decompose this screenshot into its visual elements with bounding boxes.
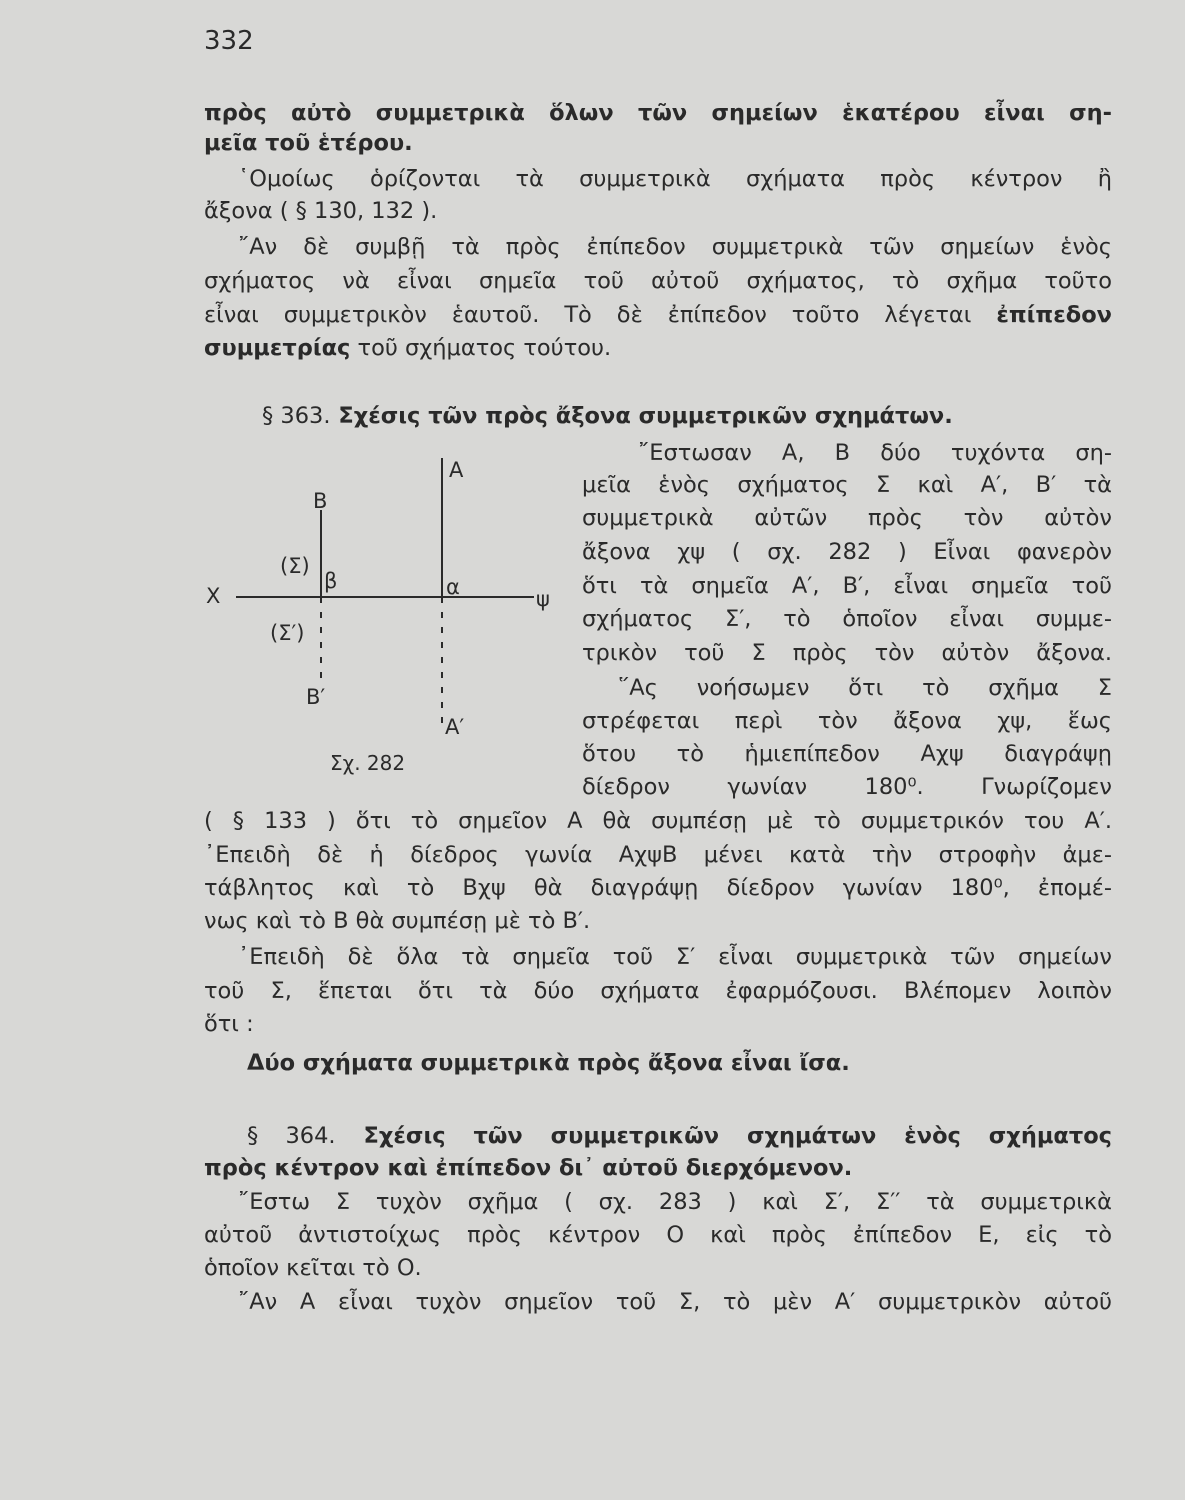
text-run: τοῦ σχήματος τούτου. (350, 335, 612, 361)
section-number: § 363. (262, 403, 331, 429)
text-line: σχήματος νὰ εἶναι σημεῖα τοῦ αὐτοῦ σχήματος, τὸ σχῆμα τοῦτο (204, 268, 1112, 294)
term-symmetry: συμμετρίας (204, 335, 351, 361)
label-beta: β (324, 569, 338, 593)
label-a-prime: A′ (445, 715, 465, 739)
text-line: ὅτου τὸ ἡμιεπίπεδον Αχψ διαγράψῃ (582, 741, 1112, 767)
text-line: ῾Ομοίως ὁρίζονται τὰ συμμετρικὰ σχήματα πρὸς κέντρον ἢ (238, 166, 1112, 192)
text-line: ᾿Επειδὴ δὲ ἡ δίεδρος γωνία ΑχψΒ μένει κατὰ τὴν στροφὴν ἀμε- (204, 842, 1112, 868)
figure-caption: Σχ. 282 (330, 751, 406, 775)
text-line (204, 333, 1112, 363)
text-line: ἄξονα ( § 130, 132 ). (204, 198, 438, 224)
text-line: ῎Εστω Σ τυχὸν σχῆμα ( σχ. 283 ) καὶ Σ′, Σ′′ τὰ συμμετρικὰ (238, 1189, 1112, 1215)
label-x: X (206, 584, 221, 608)
text-line: ἄξονα χψ ( σχ. 282 ) Εἶναι φανερὸν (582, 539, 1112, 565)
text-line: σχήματος Σ′, τὸ ὁποῖον εἶναι συμμε- (582, 606, 1112, 632)
text-line: αὐτοῦ ἀντιστοίχως πρὸς κέντρον Ο καὶ πρὸς ἐπίπεδον Ε, εἰς τὸ (204, 1222, 1112, 1248)
section-363-heading (262, 401, 1082, 431)
figure-282 (200, 448, 560, 788)
label-b: B (313, 489, 328, 513)
label-b-prime: B′ (306, 685, 326, 709)
label-alpha: α (446, 575, 460, 599)
section-364-heading (247, 1121, 1112, 1151)
text-line: ( § 133 ) ὅτι τὸ σημεῖον Α θὰ συμπέσῃ μὲ τὸ συμμετρικόν του Α′. (204, 808, 1112, 834)
page-number: 332 (204, 26, 254, 56)
text-line: ᾿Επειδὴ δὲ ὅλα τὰ σημεῖα τοῦ Σ′ εἶναι συμμετρικὰ τῶν σημείων (238, 944, 1112, 970)
text-line: μεῖα τοῦ ἑτέρου. (204, 130, 413, 156)
label-a: A (449, 458, 464, 482)
text-line: δίεδρον γωνίαν 180⁰. Γνωρίζομεν (582, 774, 1112, 800)
text-line: ῎Αν Α εἶναι τυχὸν σημεῖον τοῦ Σ, τὸ μὲν Α′ συμμετρικὸν αὐτοῦ (238, 1289, 1112, 1315)
text-line: τοῦ Σ, ἕπεται ὅτι τὰ δύο σχήματα ἐφαρμόζουσι. Βλέπομεν λοιπὸν (204, 978, 1112, 1004)
theorem-statement: Δύο σχήματα συμμετρικὰ πρὸς ἄξονα εἶναι ἴσα. (247, 1050, 850, 1076)
text-line: ὅτι τὰ σημεῖα Α′, Β′, εἶναι σημεῖα τοῦ (582, 573, 1112, 599)
text-line: συμμετρικὰ αὐτῶν πρὸς τὸν αὐτὸν (582, 505, 1112, 531)
section-title-continued: πρὸς κέντρον καὶ ἐπίπεδον δι᾿ αὐτοῦ διερχόμενον. (204, 1155, 853, 1181)
label-psi: ψ (536, 587, 550, 611)
text-line: τρικὸν τοῦ Σ πρὸς τὸν αὐτὸν ἄξονα. (582, 640, 1112, 666)
text-line: νως καὶ τὸ Β θὰ συμπέσῃ μὲ τὸ Β′. (204, 908, 591, 934)
term-plane-of-symmetry: ἐπίπεδον (996, 302, 1112, 328)
text-run: εἶναι συμμετρικὸν ἑαυτοῦ. Τὸ δὲ ἐπίπεδον τοῦτο λέγεται (204, 302, 997, 328)
text-line: ὁποῖον κεῖται τὸ Ο. (204, 1255, 422, 1281)
section-title: Σχέσις τῶν πρὸς ἄξονα συμμετρικῶν σχημάτων. (330, 403, 953, 429)
text-line: στρέφεται περὶ τὸν ἄξονα χψ, ἕως (582, 708, 1112, 734)
text-line: ὅτι : (204, 1011, 254, 1037)
text-line: τάβλητος καὶ τὸ Βχψ θὰ διαγράψῃ δίεδρον γωνίαν 180⁰, ἐπομέ- (204, 875, 1112, 901)
text-line: ῎Αν δὲ συμβῇ τὰ πρὸς ἐπίπεδον συμμετρικὰ τῶν σημείων ἑνὸς (238, 234, 1112, 260)
section-number: § 364. (247, 1123, 336, 1149)
text-line: ῞Ας νοήσωμεν ὅτι τὸ σχῆμα Σ (618, 675, 1112, 701)
section-title: Σχέσις τῶν συμμετρικῶν σχημάτων ἑνὸς σχήματος (335, 1123, 1113, 1149)
text-line: ῎Εστωσαν Α, Β δύο τυχόντα ση- (638, 440, 1112, 466)
label-sigma: (Σ) (280, 554, 310, 578)
figure-drawing (200, 448, 560, 788)
text-line: πρὸς αὐτὸ συμμετρικὰ ὅλων τῶν σημείων ἑκατέρου εἶναι ση- (204, 100, 1112, 126)
text-line (204, 300, 1112, 330)
text-line: μεῖα ἑνὸς σχήματος Σ καὶ Α′, Β′ τὰ (582, 472, 1112, 498)
label-sigma-prime: (Σ′) (270, 621, 305, 645)
